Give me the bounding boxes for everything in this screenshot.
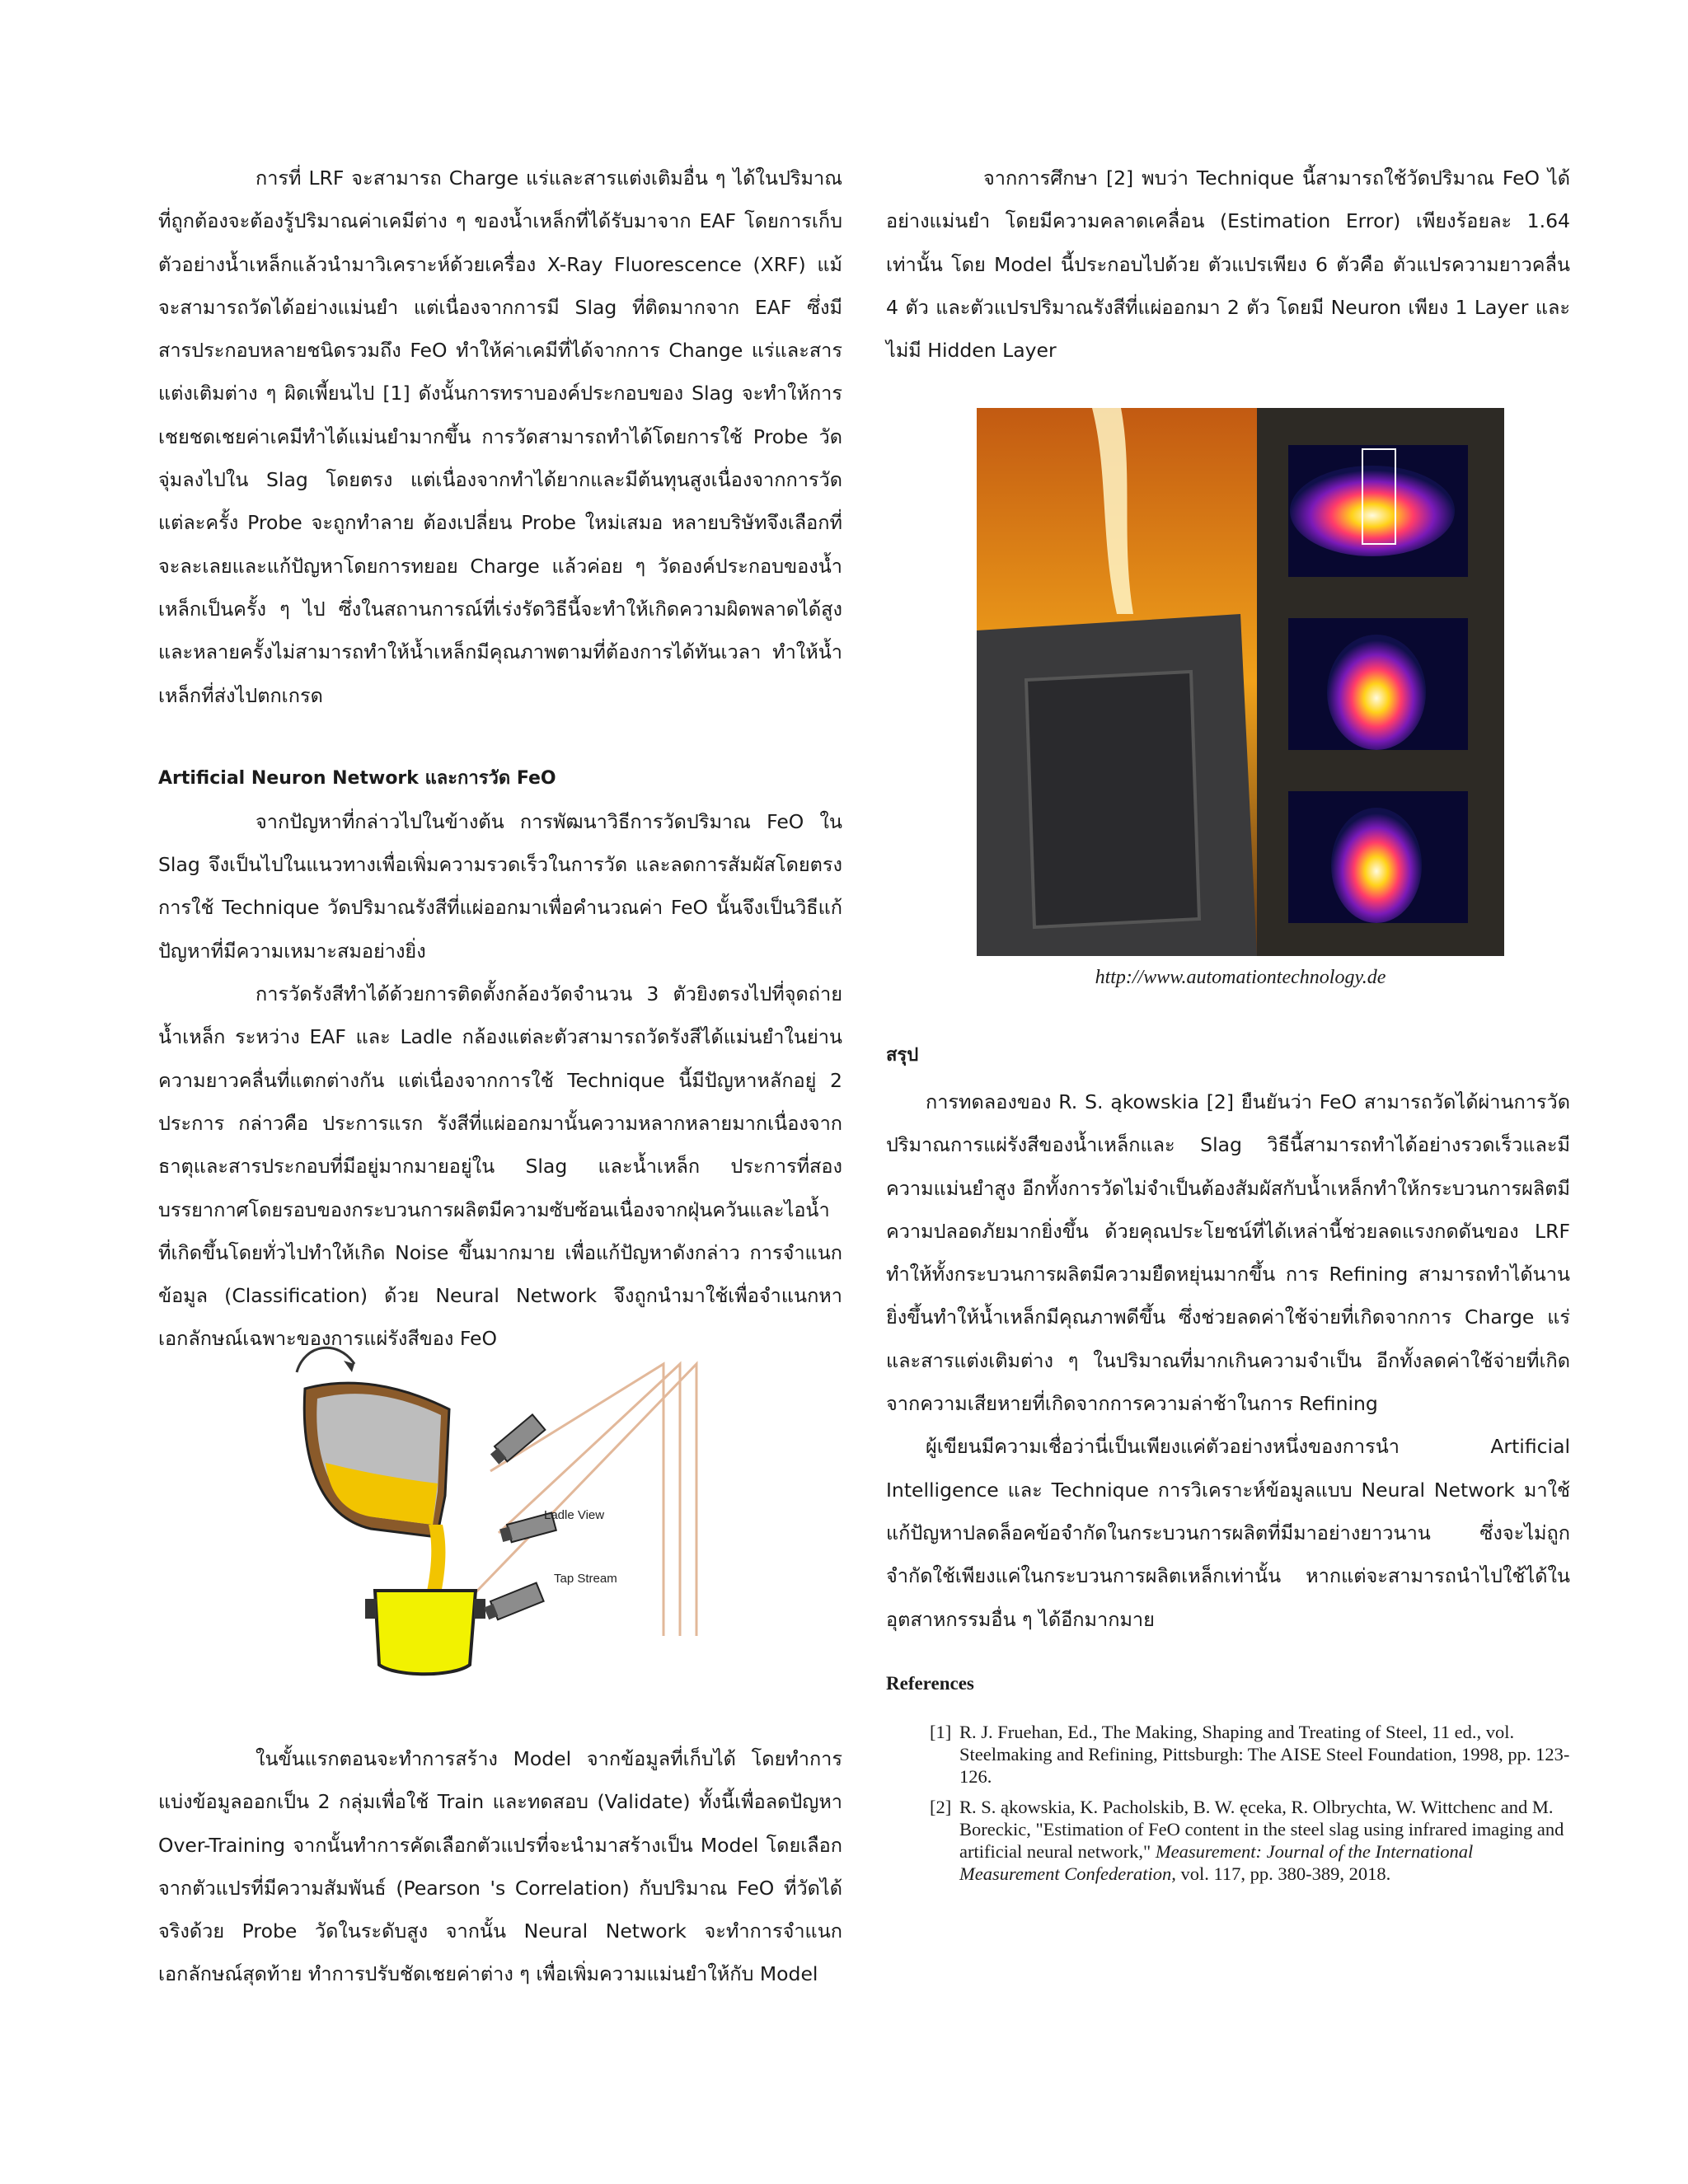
left-column-bottom: [158, 1737, 842, 1996]
reference-text: [959, 1796, 1573, 1885]
thermal-imaging-photo: [977, 408, 1504, 956]
camera-3-icon: [483, 1583, 544, 1623]
left-paragraph-2: จากปัญหาที่กล่าวไปในข้างต้น การพัฒนาวิธีการวัดปริมาณ FeO ใน Slag จึงเป็นไปในแนวทางเพื่อเพิ่มความรวดเร็วในการวัด และลดการสัมผัสโดยตรง การใช้ Technique วัดปริมาณรังสีที่แผ่ออกมาเพื่อคำนวณค่า FeO นั้นจึงเป็นวิธีแก้ปัญหาที่มีความเหมาะสมอย่างยิ่ง: [158, 809, 842, 963]
thermal-blob-2: [1327, 635, 1426, 750]
diagram-svg: [293, 1339, 721, 1681]
right-column-conclusion: [886, 1040, 1570, 1641]
reference-item: [930, 1796, 1573, 1885]
ladle-hook-left: [365, 1599, 377, 1619]
left-paragraph-4: ในขั้นแรกตอนจะทำการสร้าง Model จากข้อมูลที่เก็บได้ โดยทำการแบ่งข้อมูลออกเป็น 2 กลุ่มเพื่อใช้ Train และทดสอบ (Validate) ทั้งนี้เพื่อลดปัญหา Over-Training จากนั้นทำการคัดเลือกตัวแปรที่จะนำมาสร้างเป็น Model โดยเลือกจากตัวแปรที่มีความสัมพันธ์ (Pearson 's Correlation) กับปริมาณ FeO ที่วัดได้จริงด้วย Probe วัดในระดับสูง จากนั้น Neural Network จะทำการจำแนกเอกลักษณ์สุดท้าย ทำการปรับชัดเชยค่าต่าง ๆ เพื่อเพิ่มความแม่นยำให้กับ Model: [158, 1747, 842, 1986]
camera-1-icon: [488, 1414, 545, 1466]
reference-item: [930, 1721, 1573, 1788]
ladle-hook-right: [474, 1599, 485, 1619]
left-paragraph-3: การวัดรังสีทำได้ด้วยการติดตั้งกล้องวัดจำนวน 3 ตัวยิงตรงไปที่จุดถ่ายน้ำเหล็ก ระหว่าง EAF และ Ladle กล้องแต่ละตัวสามารถวัดรังสีได้แม่นยำในย่านความยาวคลื่นที่แตกต่างกัน แต่เนื่องจากการใช้ Technique นี้มีปัญหาหลักอยู่ 2 ประการ กล่าวคือ ประการแรก รังสีที่แผ่ออกมานั้นความหลากหลายมากเนื่องจากธาตุและสารประกอบที่มีอยู่มากมายอยู่ใน Slag และน้ำเหล็ก ประการที่สอง บรรยากาศโดยรอบของกระบวนการผลิตมีความซับซ้อนเนื่องจากฝุ่นควันและไอน้ำที่เกิดขึ้นโดยทั่วไปทำให้เกิด Noise ขึ้นมากมาย เพื่อแก้ปัญหาดังกล่าว การจำแนกข้อมูล (Classification) ด้วย Neural Network จึงถูกนำมาใช้เพื่อจำแนกหาเอกลักษณ์เฉพาะของการแผ่รังสีของ FeO: [158, 982, 842, 1351]
reference-volume-pages: vol. 117, pp. 380-389, 2018.: [1175, 1863, 1391, 1884]
thermal-blob-1: [1290, 466, 1455, 556]
section-heading-ann: Artificial Neuron Network และการวัด FeO: [158, 767, 556, 789]
reference-number: [2]: [930, 1797, 952, 1817]
reference-authors-title: R. S. ąkowskia, K. Pacholskib, B. W. ęceka, R. Olbrychta, W. Wittchenc and M. Boreckic, "Estimation of FeO content in the steel slag using infrared imaging and artificial neural network,": [959, 1797, 1564, 1862]
ladle-view-label: Ladle View: [544, 1508, 605, 1522]
sight-line-3: [457, 1364, 696, 1636]
tap-stream-label: Tap Stream: [554, 1572, 617, 1586]
ladle-panel: [1026, 672, 1199, 927]
reference-number: [1]: [930, 1722, 952, 1742]
left-paragraph-1: การที่ LRF จะสามารถ Charge แร่และสารแต่งเติมอื่น ๆ ได้ในปริมาณที่ถูกต้องจะต้องรู้ปริมาณค่าเคมีต่าง ๆ ของน้ำเหล็กที่ได้รับมาจาก EAF โดยการเก็บตัวอย่างน้ำเหล็กแล้วนำมาวิเคราะห์ด้วยเครื่อง X-Ray Fluorescence (XRF) แม้จะสามารถวัดได้อย่างแม่นยำ แต่เนื่องจากการมี Slag ที่ติดมากจาก EAF ซึ่งมีสารประกอบหลายชนิดรวมถึง FeO ทำให้ค่าเคมีที่ได้จากการ Change แร่และสารแต่งเติมต่าง ๆ ผิดเพี้ยนไป [1] ดังนั้นการทราบองค์ประกอบของ Slag จะทำให้การเชยชดเชยค่าเคมีทำได้แม่นยำมากขึ้น การวัดสามารถทำได้โดยการใช้ Probe วัดจุ่มลงไปใน Slag โดยตรง แต่เนื่องจากทำได้ยากและมีต้นทุนสูงเนื่องจากการวัดแต่ละครั้ง Probe จะถูกทำลาย ต้องเปลี่ยน Probe ใหม่เสมอ หลายบริษัทจึงเลือกที่จะละเลยและแก้ปัญหาโดยการทยอย Charge แล้วค่อย ๆ วัดองค์ประกอบของน้ำเหล็กเป็นครั้ง ๆ ไป ซึ่งในสถานการณ์ที่เร่งรัดวิธีนี้จะทำให้เกิดความผิดพลาดได้สูง และหลายครั้งไม่สามารถทำให้น้ำเหล็กมีคุณภาพตามที่ต้องการได้ทันเวลา ทำให้น้ำเหล็กที่ส่งไปตกเกรด: [158, 166, 842, 707]
photo-caption: http://www.automationtechnology.de: [1095, 967, 1386, 988]
right-column: [886, 157, 1570, 372]
references-list: [930, 1721, 1573, 1893]
section-heading-conclusion: สรุป: [886, 1045, 919, 1066]
reference-journal: Measurement: Journal of the International Measurement Confederation,: [959, 1841, 1474, 1884]
reference-text: R. J. Fruehan, Ed., The Making, Shaping and Treating of Steel, 11 ed., vol. Steelmaking and Refining, Pittsburgh: The AISE Steel Foundation, 1998, pp. 123-126.: [959, 1722, 1570, 1787]
right-paragraph-1: จากการศึกษา [2] พบว่า Technique นี้สามารถใช้วัดปริมาณ FeO ได้อย่างแม่นยำ โดยมีความคลาดเคลื่อน (Estimation Error) เพียงร้อยละ 1.64 เท่านั้น โดย Model นี้ประกอบไปด้วย ตัวแปรเพียง 6 ตัวคือ ตัวแปรความยาวคลื่น 4 ตัว และตัวแปรปริมาณรังสีที่แผ่ออกมา 2 ตัว โดยมี Neuron เพียง 1 Layer และไม่มี Hidden Layer: [886, 166, 1570, 363]
ladle-camera-diagram: [293, 1339, 721, 1681]
ladle: [375, 1591, 476, 1674]
thermal-blob-3: [1331, 808, 1422, 923]
right-paragraph-3: ผู้เขียนมีความเชื่อว่านี่เป็นเพียงแค่ตัวอย่างหนึ่งของการนำ Artificial Intelligence และ Technique การวิเคราะห์ข้อมูลแบบ Neural Network มาใช้แก้ปัญหาปลดล็อคข้อจำกัดในกระบวนการผลิตที่มีมาอย่างยาวนาน ซึ่งจะไม่ถูกจำกัดใช้เพียงแค่ในกระบวนการผลิตเหล็กเท่านั้น หากแต่จะสามารถนำไปใช้ได้ในอุตสาหกรรมอื่น ๆ ได้อีกมากมาย: [886, 1435, 1570, 1631]
references-heading: References: [886, 1673, 974, 1694]
tilt-arrow-icon: [297, 1347, 354, 1372]
photo-svg: [977, 408, 1504, 956]
left-column: [158, 157, 842, 1361]
right-paragraph-2: การทดลองของ R. S. ąkowskia [2] ยืนยันว่า FeO สามารถวัดได้ผ่านการวัดปริมาณการแผ่รังสีของน้ำเหล็กและ Slag วิธีนี้สามารถทำได้อย่างรวดเร็วและมีความแม่นยำสูง อีกทั้งการวัดไม่จำเป็นต้องสัมผัสกับน้ำเหล็กทำให้กระบวนการผลิตมีความปลอดภัยมากยิ่งขึ้น ด้วยคุณประโยชน์ที่ได้เหล่านี้ช่วยลดแรงกดดันของ LRF ทำให้ทั้งกระบวนการผลิตมีความยืดหยุ่นมากขึ้น การ Refining สามารถทำได้นานยิ่งขึ้นทำให้น้ำเหล็กมีคุณภาพดีขึ้น ซึ่งช่วยลดค่าใช้จ่ายที่เกิดจากการ Charge แร่และสารแต่งเติมต่าง ๆ ในปริมาณที่มากเกินความจำเป็น อีกทั้งลดค่าใช้จ่ายที่เกิดจากความเสียหายที่เกิดจากการความล่าช้าในการ Refining: [886, 1090, 1570, 1416]
